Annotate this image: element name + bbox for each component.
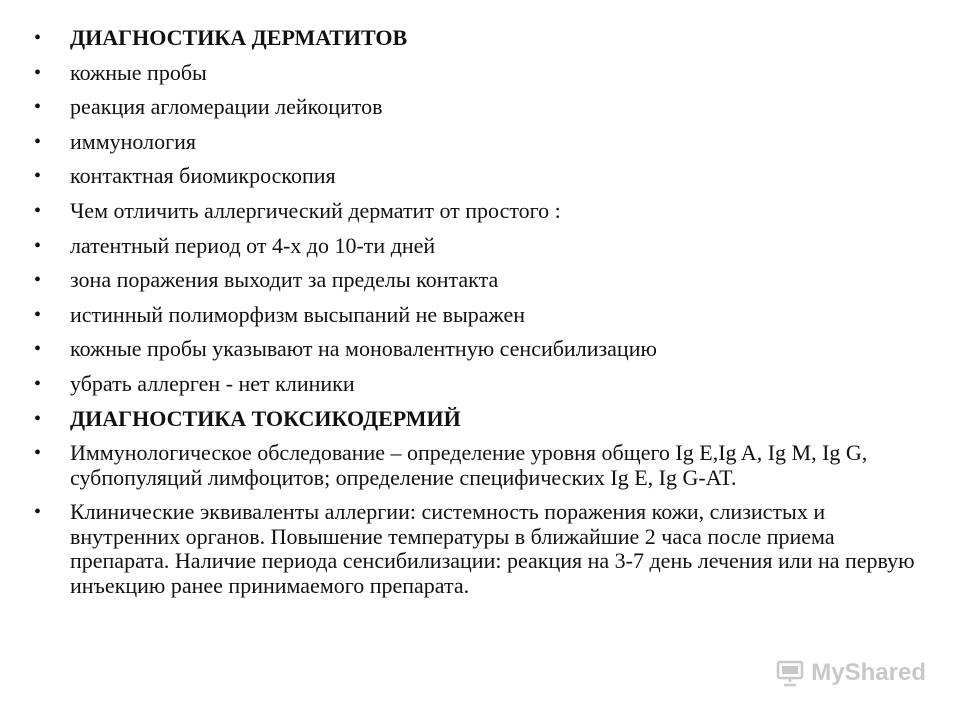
list-item-text: контактная биомикроскопия: [70, 163, 336, 189]
list-item-text: Клинические эквиваленты аллергии: системность поражения кожи, слизистых и внутренних органов. Повышение температуры в ближайшие 2 часа после приема препарата. Наличие периода сенсибилизации: реакция на 3-7 день лечения или на первую инъекцию ранее принимаемого препарата.: [70, 499, 915, 598]
list-item-immunology-paragraph: [32, 441, 932, 490]
list-item: [32, 61, 932, 85]
list-item-text: кожные пробы: [70, 59, 207, 85]
bullet-icon: •: [34, 303, 42, 326]
bullet-icon: •: [34, 442, 42, 465]
bullet-icon: •: [34, 338, 42, 361]
list-item-text: истинный полиморфизм высыпаний не выражен: [70, 301, 526, 327]
bullet-icon: •: [34, 165, 42, 188]
list-item-text: кожные пробы указывают на моновалентную сенсибилизацию: [70, 336, 657, 362]
bullet-list: [32, 26, 932, 608]
list-item-text: иммунология: [70, 128, 196, 154]
bullet-icon: •: [34, 199, 42, 222]
list-item: [32, 95, 932, 119]
list-item-heading-toxicoderma: [32, 407, 932, 431]
bullet-icon: •: [34, 61, 42, 84]
bullet-icon: •: [34, 130, 42, 153]
bullet-icon: •: [34, 269, 42, 292]
list-item-text: латентный период от 4-х до 10-ти дней: [70, 232, 436, 258]
watermark-text: MyShared: [811, 659, 926, 686]
list-item-text: зона поражения выходит за пределы контакта: [70, 267, 499, 293]
presentation-board-icon: [775, 658, 805, 688]
bullet-icon: •: [34, 234, 42, 257]
list-item-text: ДИАГНОСТИКА ТОКСИКОДЕРМИЙ: [70, 405, 461, 431]
list-item-text: реакция агломерации лейкоцитов: [70, 94, 383, 120]
list-item: [32, 199, 932, 223]
list-item: [32, 268, 932, 292]
list-item: [32, 164, 932, 188]
list-item: [32, 234, 932, 258]
watermark: [775, 658, 926, 688]
list-item-text: убрать аллерген - нет клиники: [70, 370, 355, 396]
list-item: [32, 337, 932, 361]
list-item-heading-dermatitis: [32, 26, 932, 50]
list-item-text: ДИАГНОСТИКА ДЕРМАТИТОВ: [70, 25, 408, 50]
list-item-clinical-paragraph: [32, 500, 932, 598]
list-item: [32, 130, 932, 154]
list-item: [32, 372, 932, 396]
bullet-icon: •: [34, 501, 42, 524]
bullet-icon: •: [34, 96, 42, 119]
bullet-icon: •: [34, 372, 42, 395]
bullet-icon: •: [34, 27, 42, 49]
list-item-text: Чем отличить аллергический дерматит от простого :: [70, 197, 561, 223]
list-item-text: Иммунологическое обследование – определение уровня общего Ig E,Ig A, Ig M, Ig G, субпопуляций лимфоцитов; определение специфических Ig E, Ig G-AT.: [70, 440, 868, 490]
list-item: [32, 303, 932, 327]
bullet-icon: •: [34, 407, 42, 430]
